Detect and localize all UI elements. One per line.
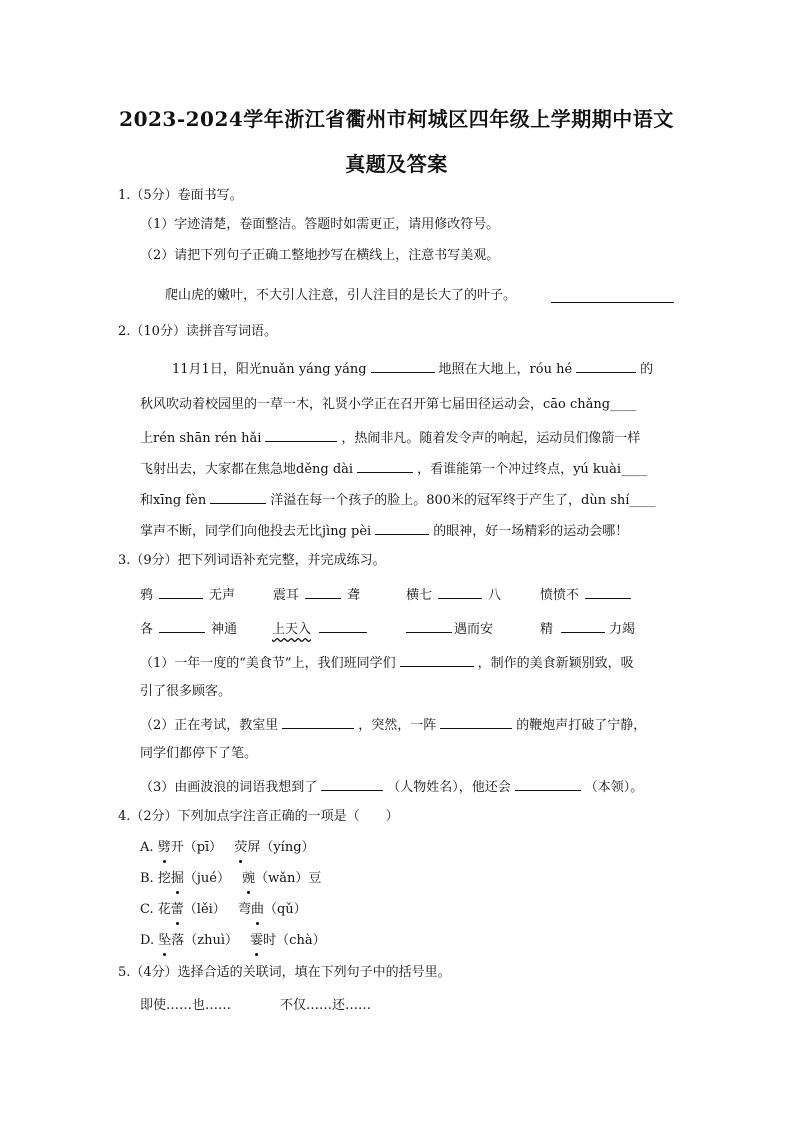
- q4-d-item-2: 霎时（chà）: [250, 933, 325, 948]
- q3-w3b: 八: [488, 588, 502, 603]
- q2-blank-nuanyangyang[interactable]: [371, 358, 435, 373]
- q4-d2-dotted-char: 霎: [250, 931, 263, 951]
- q3-word-1: [140, 584, 235, 606]
- q1-sentence: 爬山虎的嫩叶，不大引人注意，引人注目的是长大了的叶子。: [165, 288, 517, 303]
- q3-s2-blank-1[interactable]: [282, 714, 354, 729]
- q1-copy-line[interactable]: [551, 302, 674, 303]
- q4-a-item-1: 劈开（pī）: [158, 840, 223, 855]
- q4-b1-dotted-char: 掘: [171, 869, 184, 889]
- q4-a1-dotted-char: 劈: [158, 838, 171, 858]
- q3-heading: 3.（9分）把下列词语补充完整，并完成练习。: [118, 553, 386, 568]
- q2-l5a: 和xīng fèn: [140, 493, 207, 508]
- q4-d-item-1: 坠落（zhuì）: [158, 933, 238, 948]
- q4-d-label: D.: [140, 933, 155, 948]
- q4-option-a[interactable]: [140, 838, 315, 858]
- q4-b2-dotted-char: 豌: [242, 869, 255, 889]
- q3-s2-line1: [140, 714, 646, 736]
- q3-s1b: ，制作的美食新颖别致，吸: [477, 656, 634, 671]
- q4-a2-dotted-char: 荧: [234, 838, 247, 858]
- q3-s2b: ，突然，一阵: [358, 718, 437, 733]
- q4-a-item-2: 荧屏（yíng）: [234, 840, 314, 855]
- q5-heading: 5.（4分）选择合适的关联词，填在下列句子中的括号里。: [118, 965, 451, 980]
- q4-option-b[interactable]: [140, 869, 321, 889]
- q3-w1a: 鸦: [140, 588, 154, 603]
- q3-word-4: [540, 584, 637, 606]
- q2-line-6: [140, 520, 628, 542]
- q3-blank-6[interactable]: [319, 618, 367, 633]
- q4-c-item-2: 弯曲（qǔ）: [238, 902, 307, 917]
- q2-l1a: 11月1日，阳光nuǎn yáng yáng: [172, 362, 367, 377]
- q3-blank-5[interactable]: [159, 618, 205, 633]
- q3-s3c: （本领）。: [584, 780, 644, 795]
- q4-c1-dotted-char: 蕾: [171, 900, 184, 920]
- q3-w3a: 横七: [406, 588, 433, 603]
- q2-l1c: 的: [640, 362, 654, 377]
- q3-w2b: 聋: [347, 588, 361, 603]
- q4-b-item-2: 豌（wǎn）豆: [242, 871, 321, 886]
- q5-option-2: 不仅……还……: [280, 998, 372, 1013]
- q3-word-7: [406, 618, 493, 640]
- q3-word-5: [140, 618, 237, 640]
- q2-l4a: 飞射出去，大家都在焦急地děng dài: [140, 462, 354, 477]
- q3-word-3: [406, 584, 501, 606]
- q4-a-label: A.: [140, 840, 154, 855]
- q3-s3-blank-2[interactable]: [515, 776, 581, 791]
- q3-w6a-wavy: 上天入: [272, 622, 312, 637]
- title-line-1: 2023-2024学年浙江省衢州市柯城区四年级上学期期中语文: [119, 107, 674, 131]
- q3-w2a: 震耳: [273, 588, 300, 603]
- q3-s2c: 的鞭炮声打破了宁静，: [516, 718, 647, 733]
- q3-word-8: [540, 618, 635, 640]
- q4-heading: 4.（2分）下列加点字注音正确的一项是（ ）: [118, 809, 399, 824]
- q4-option-d[interactable]: [140, 931, 326, 951]
- q4-c-label: C.: [140, 902, 154, 917]
- q3-s3-line: [140, 776, 643, 798]
- q3-blank-4[interactable]: [585, 584, 631, 599]
- q3-blank-2[interactable]: [305, 584, 341, 599]
- q3-w8a: 精: [540, 622, 554, 637]
- q4-c2-dotted-char: 曲: [251, 900, 264, 920]
- q3-w4a: 愤愤不: [540, 588, 580, 603]
- q1-sub1: （1）字迹清楚，卷面整洁。答题时如需更正，请用修改符号。: [140, 217, 500, 232]
- q2-l4b: ，看谁能第一个冲过终点，yú kuài____: [417, 462, 648, 477]
- q2-line-4: [140, 458, 647, 480]
- q3-blank-1[interactable]: [159, 584, 203, 599]
- q3-w5b: 神通: [211, 622, 238, 637]
- q3-s3a: （3）由画波浪的词语我想到了: [140, 780, 318, 795]
- q2-line-2: 秋风吹动着校园里的一草一木，礼贤小学正在召开第七届田径运动会，cāo chǎng____: [140, 397, 637, 412]
- q2-blank-rouhe[interactable]: [576, 358, 636, 373]
- q3-s2-line2: 同学们都停下了笔。: [140, 746, 258, 761]
- q3-blank-8[interactable]: [561, 618, 605, 633]
- q4-c-item-1: 花蕾（lěi）: [158, 902, 226, 917]
- q2-heading: 2.（10分）读拼音写词语。: [118, 324, 277, 339]
- q4-option-c[interactable]: [140, 900, 307, 920]
- q3-s1-line1: [140, 652, 634, 674]
- title-line-2: 真题及答案: [345, 152, 448, 176]
- q2-line-3: [140, 427, 640, 449]
- q2-line-5: [140, 489, 655, 511]
- q3-word-6: [272, 618, 375, 640]
- q3-w1b: 无声: [209, 588, 236, 603]
- q3-blank-3[interactable]: [438, 584, 482, 599]
- q2-l3a: 上rén shān rén hǎi: [140, 431, 262, 446]
- q2-l6b: 的眼神，好一场精彩的运动会哪！: [433, 524, 629, 539]
- q3-blank-7[interactable]: [406, 618, 452, 633]
- q3-s1-line2: 引了很多顾客。: [140, 684, 232, 699]
- q1-sub2: （2）请把下列句子正确工整地抄写在横线上，注意书写美观。: [140, 248, 500, 263]
- q2-line-1: [172, 358, 653, 380]
- q4-d1-dotted-char: 坠: [158, 931, 171, 951]
- q3-s1a: （1）一年一度的“美食节”上，我们班同学们: [140, 656, 396, 671]
- q3-w7b: 遇而安: [454, 622, 494, 637]
- q2-blank-dengdai[interactable]: [357, 458, 413, 473]
- q3-w8b: 力竭: [609, 622, 636, 637]
- q3-s1-blank[interactable]: [400, 652, 474, 667]
- q2-l5b: 洋溢在每一个孩子的脸上。800米的冠军终于产生了，dùn shí____: [270, 493, 656, 508]
- q4-b-label: B.: [140, 871, 154, 886]
- q3-s3-blank-1[interactable]: [321, 776, 383, 791]
- q2-l6a: 掌声不断，同学们向他投去无比jìng pèi: [140, 524, 372, 539]
- q3-w5a: 各: [140, 622, 154, 637]
- q3-word-2: [273, 584, 360, 606]
- q2-blank-xingfen[interactable]: [210, 489, 266, 504]
- q3-s3b: （人物姓名），他还会: [387, 780, 511, 795]
- q2-blank-renshanrenhai[interactable]: [265, 427, 337, 442]
- q2-l1b: 地照在大地上，róu hé: [438, 362, 573, 377]
- q5-option-1: 即使……也……: [140, 998, 232, 1013]
- q3-s2-blank-2[interactable]: [440, 714, 512, 729]
- q1-heading: 1.（5分）卷面书写。: [118, 188, 243, 203]
- q4-b-item-1: 挖掘（jué）: [158, 871, 230, 886]
- q2-blank-jingpei[interactable]: [375, 520, 429, 535]
- q3-s2a: （2）正在考试，教室里: [140, 718, 279, 733]
- q2-l3b: ，热闹非凡。随着发令声的响起，运动员们像箭一样: [341, 431, 641, 446]
